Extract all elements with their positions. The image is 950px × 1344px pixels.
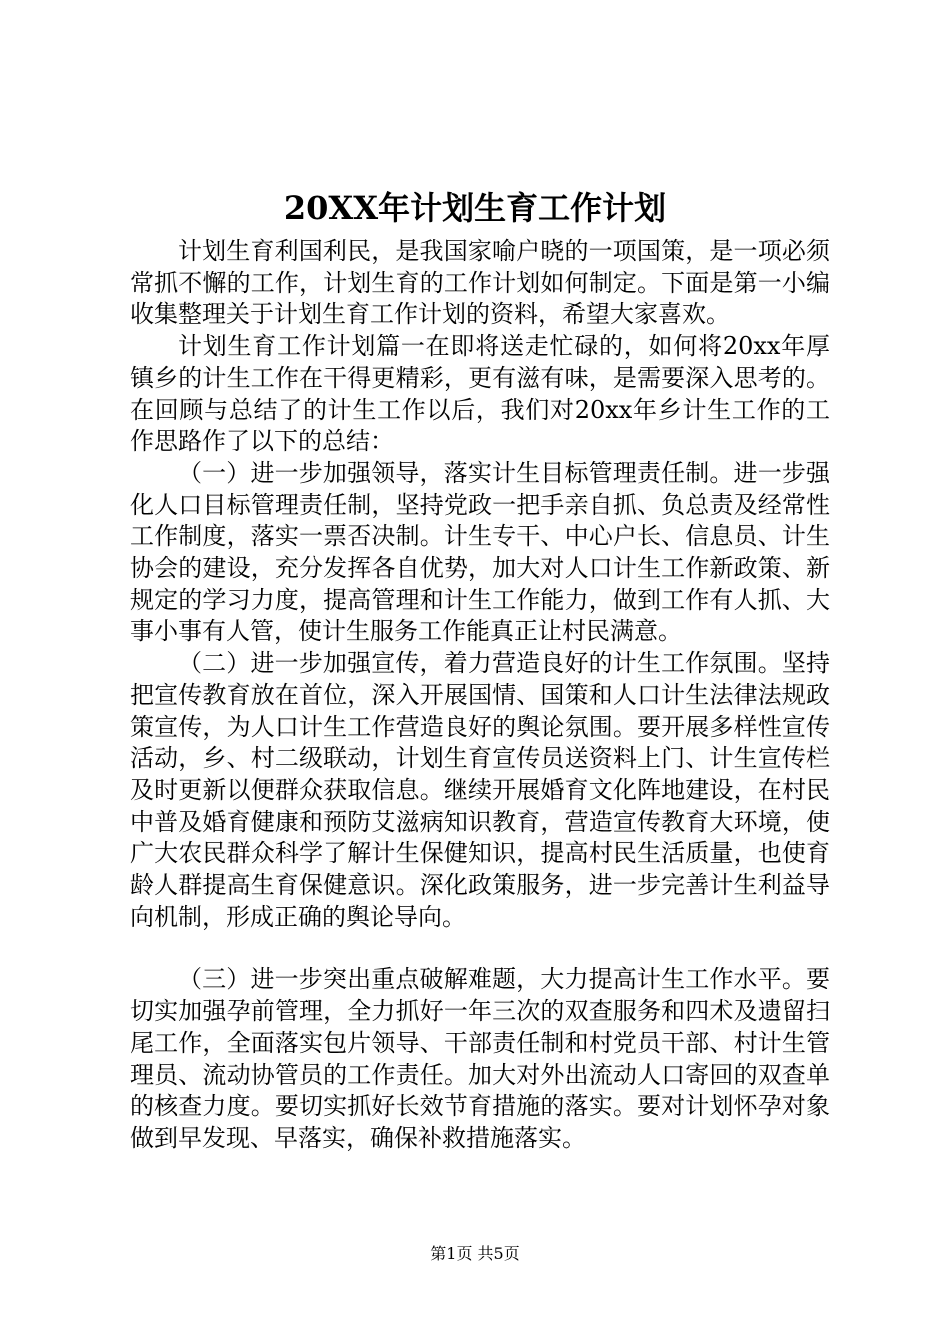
paragraph-plan-overview: 计划生育工作计划篇一在即将送走忙碌的，如何将20xx年厚镇乡的计生工作在干得更精彩，更有滋有味，是需要深入思考的。在回顾与总结了的计生工作以后，我们对20xx年乡计生工作的工作思路作了以下的总结： bbox=[130, 332, 830, 456]
paragraph-section-2: （二）进一步加强宣传，着力营造良好的计生工作氛围。坚持把宣传教育放在首位，深入开展国情、国策和人口计生法律法规政策宣传，为人口计生工作营造良好的舆论氛围。要开展多样性宣传活动，乡、村二级联动，计划生育宣传员送资料上门、计生宣传栏及时更新以便群众获取信息。继续开展婚育文化阵地建设，在村民中普及婚育健康和预防艾滋病知识教育，营造宣传教育大环境，使广大农民群众科学了解计生保健知识，提高村民生活质量，也使育龄人群提高生育保健意识。深化政策服务，进一步完善计生利益导向机制，形成正确的舆论导向。 bbox=[130, 649, 830, 931]
paragraph-section-3: （三）进一步突出重点破解难题，大力提高计生工作水平。要切实加强孕前管理，全力抓好一年三次的双查服务和四术及遗留扫尾工作，全面落实包片领导、干部责任制和村党员干部、村计生管理员、流动协管员的工作责任。加大对外出流动人口寄回的双查单的核查力度。要切实抓好长效节育措施的落实。要对计划怀孕对象做到早发现、早落实，确保补救措施落实。 bbox=[130, 965, 830, 1152]
paragraph-intro: 计划生育利国利民，是我国家喻户晓的一项国策，是一项必须常抓不懈的工作，计划生育的工作计划如何制定。下面是第一小编收集整理关于计划生育工作计划的资料，希望大家喜欢。 bbox=[130, 237, 830, 329]
document-title: 20XX年计划生育工作计划 bbox=[283, 189, 667, 227]
document-body bbox=[130, 236, 830, 1155]
page-footer: 第1页 共5页 bbox=[430, 1244, 520, 1263]
paragraph-section-1: （一）进一步加强领导，落实计生目标管理责任制。进一步强化人口目标管理责任制，坚持党政一把手亲自抓、负总责及经常性工作制度，落实一票否决制。计生专干、中心户长、信息员、计生协会的建设，充分发挥各自优势，加大对人口计生工作新政策、新规定的学习力度，提高管理和计生工作能力，做到工作有人抓、大事小事有人管，使计生服务工作能真正让村民满意。 bbox=[130, 458, 830, 646]
